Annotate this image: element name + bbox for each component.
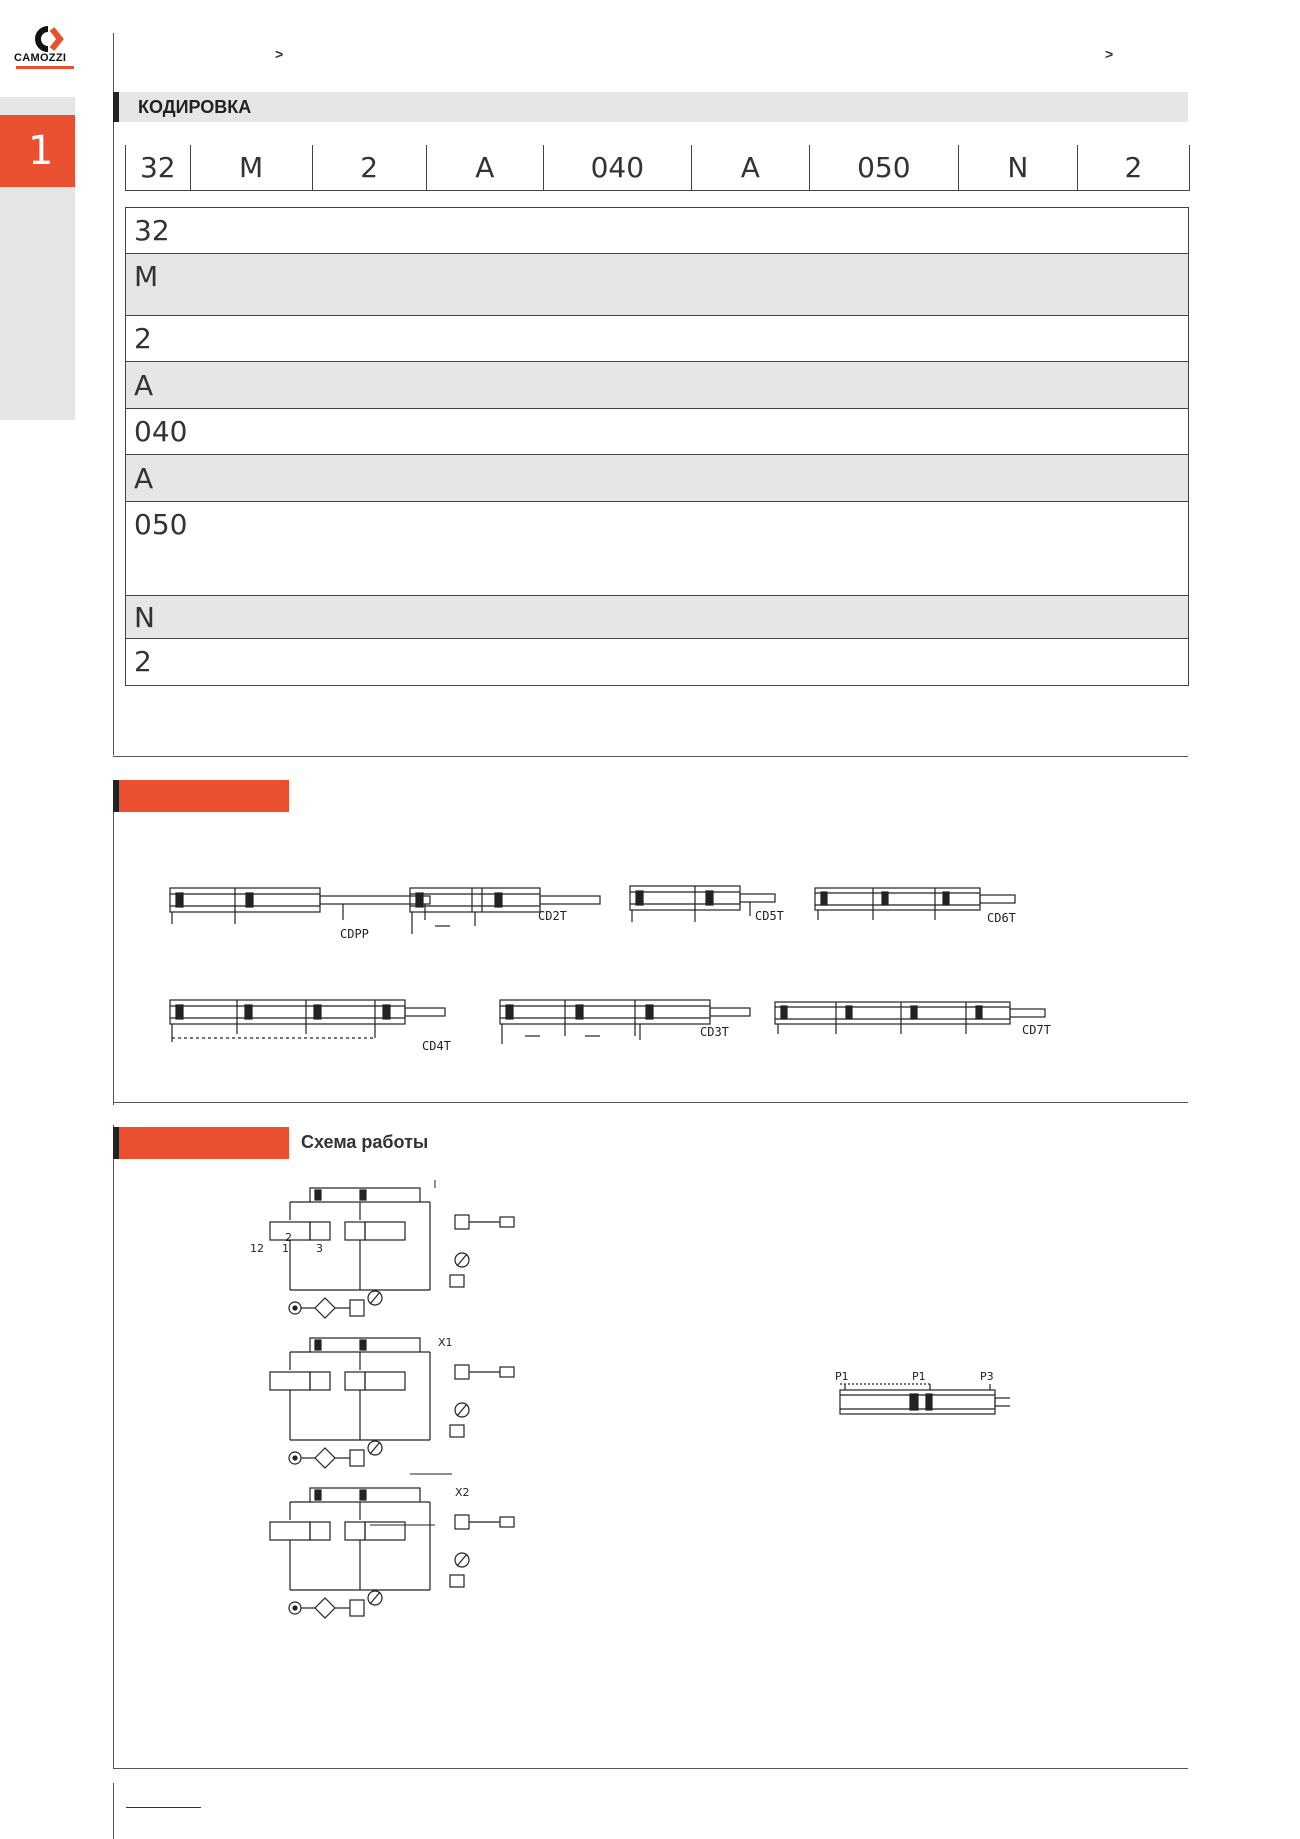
breadcrumb-chevron-left: > <box>275 46 284 62</box>
brand-name: CAMOZZI <box>14 52 67 64</box>
variant-cd4t-drawing <box>170 1000 445 1042</box>
camozzi-logo-icon <box>30 26 70 52</box>
port-label-2: 2 <box>285 1231 292 1244</box>
coding-table <box>125 207 1189 686</box>
scheme-header-bar <box>113 1127 289 1159</box>
variant-label-cd7t: CD7T <box>1022 1023 1051 1037</box>
variant-cd7t-drawing <box>775 1002 1045 1034</box>
stroke-label-x1: X1 <box>438 1336 453 1349</box>
code-cell: A <box>692 145 810 190</box>
table-row: A <box>126 455 1188 502</box>
frame-line-bottom <box>113 1125 114 1769</box>
table-row: 2 <box>134 645 152 678</box>
variants-header-mark <box>113 780 119 812</box>
code-cell: 2 <box>313 145 427 190</box>
port-label-p3: P3 <box>980 1370 994 1383</box>
variant-cdpp-drawing <box>170 888 430 924</box>
port-label-p1-mid: P1 <box>912 1370 926 1383</box>
divider-1 <box>113 756 1188 757</box>
coding-title: КОДИРОВКА <box>138 97 252 117</box>
port-label-p1-left: P1 <box>835 1370 849 1383</box>
code-cell: M <box>191 145 313 190</box>
pressure-ports-diagram <box>830 1370 1010 1430</box>
scheme-stage-3 <box>270 1488 514 1618</box>
variants-header-bar <box>113 780 289 812</box>
variant-cd2t-drawing <box>410 888 600 934</box>
scheme-stage-1 <box>270 1188 514 1318</box>
variant-label-cd3t: CD3T <box>700 1025 729 1039</box>
scheme-stage-2 <box>270 1338 514 1468</box>
port-label-3: 3 <box>316 1242 323 1255</box>
port-label-1: 1 <box>282 1242 289 1255</box>
section-number-tab: 1 <box>0 115 75 187</box>
coding-header-bar <box>113 92 1188 122</box>
coding-header-mark <box>113 92 119 122</box>
frame-line-mid <box>113 780 114 1105</box>
stroke-label-x2: X2 <box>455 1486 470 1499</box>
brand-underline <box>16 66 74 69</box>
frame-line-top <box>113 33 114 755</box>
port-label-12: 12 <box>250 1242 264 1255</box>
frame-line-footer <box>113 1783 114 1839</box>
table-row: A <box>126 362 1188 409</box>
code-strip <box>125 145 1190 191</box>
code-cell: N <box>959 145 1078 190</box>
variant-label-cd5t: CD5T <box>755 909 784 923</box>
breadcrumb-chevron-right: > <box>1105 46 1114 62</box>
code-cell: 050 <box>810 145 959 190</box>
variant-label-cd6t: CD6T <box>987 911 1016 925</box>
code-cell: 2 <box>1078 145 1190 190</box>
scheme-title: Схема работы <box>301 1132 429 1152</box>
divider-2 <box>113 1102 1188 1103</box>
table-row: N <box>126 596 1188 639</box>
cylinder-variants-diagram <box>160 880 1060 1060</box>
variant-label-cd2t: CD2T <box>538 909 567 923</box>
table-row: 040 <box>126 409 1188 455</box>
variant-label-cd4t: CD4T <box>422 1039 451 1053</box>
table-row: 2 <box>126 316 1188 362</box>
code-cell: 32 <box>126 145 191 190</box>
code-cell: 040 <box>544 145 692 190</box>
table-row: M <box>126 254 1188 316</box>
variant-cd6t-drawing <box>815 888 1015 920</box>
divider-3 <box>113 1768 1188 1769</box>
footer-rule <box>126 1807 201 1808</box>
variant-label-cdpp: CDPP <box>340 927 369 941</box>
scheme-header-mark <box>113 1127 119 1159</box>
variant-cd5t-drawing <box>630 886 775 922</box>
pneumatic-scheme-diagram <box>250 1180 530 1640</box>
table-row: 050 <box>126 502 1188 596</box>
code-cell: A <box>427 145 544 190</box>
table-row: 32 <box>126 208 1188 254</box>
